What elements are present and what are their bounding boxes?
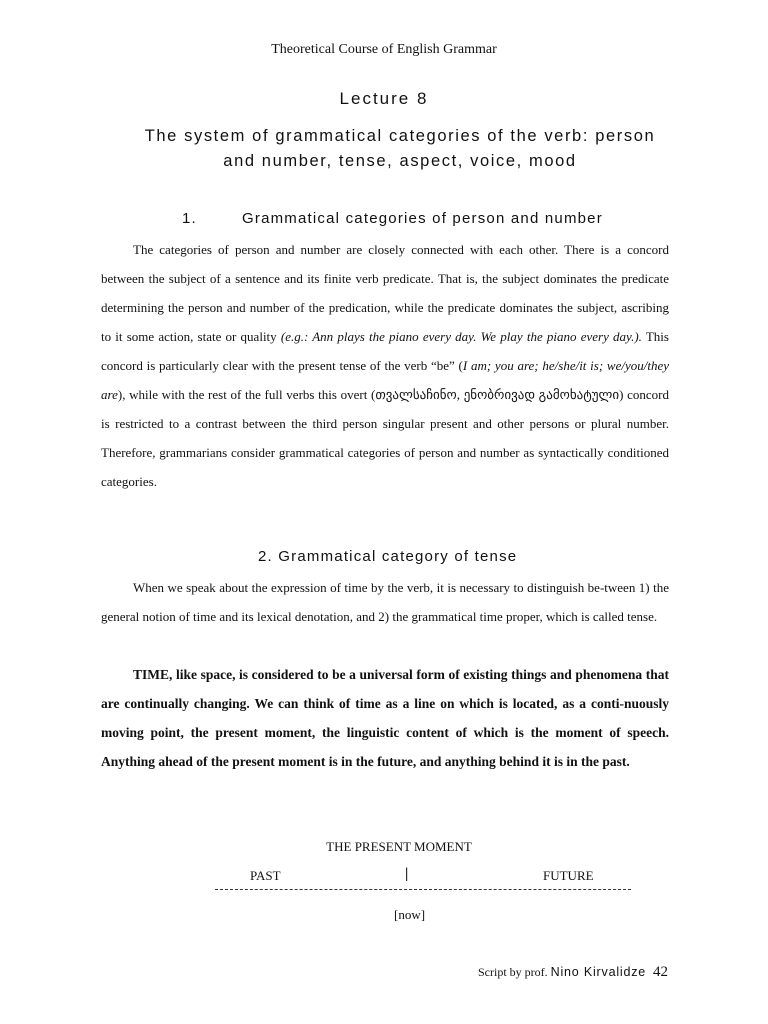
p1-text-b: This concord is particularly clear with the present tense of the verb “be” ( (101, 329, 669, 373)
p1-example: (e.g.: Ann plays the piano every day. We play the piano every day.). (280, 329, 642, 344)
diagram-past: PAST (250, 868, 281, 883)
footer-author: Nino Kirvalidze (550, 965, 647, 979)
p1-text-a: The categories of person and number are closely connected with each other. There is a concord between the subject of a sentence and its finite verb predicate. That is, the subject dominates the predicate determining the person and number of the predication, while the predicate dominates the subject, ascribing to it some action, state or quality (101, 242, 669, 344)
title-line-2: and number, tense, aspect, voice, mood (223, 152, 577, 170)
diagram-future: FUTURE (543, 868, 594, 883)
paragraph-time-expression: When we speak about the expression of time by the verb, it is necessary to distinguish be-tween 1) the general notion of time and its lexical denotation, and 2) the grammatical time proper, which is called tense. (101, 580, 669, 624)
section-2-heading: 2. Grammatical category of tense (258, 548, 518, 565)
section-1-heading-text: Grammatical categories of person and number (242, 210, 603, 227)
diagram-now: [now] (394, 907, 426, 922)
footer-script-by: Script by prof. (478, 965, 548, 979)
lecture-title (100, 124, 700, 174)
paragraph-time-definition: TIME, like space, is considered to be a universal form of existing things and phenomena that are continually changing. We can think of time as a line on which is located, as a conti-nuously moving point, the present moment, the linguistic content of which is the moment of speech. Anything ahead of the present moment is in the future, and anything behind it is in the past. (101, 667, 669, 769)
diagram-present-moment: THE PRESENT MOMENT (326, 839, 472, 854)
diagram-present-marker: | (405, 866, 409, 882)
page-footer (478, 964, 668, 981)
page-number: 42 (653, 964, 669, 980)
title-line-1: The system of grammatical categories of the verb: person (144, 127, 656, 145)
page-header: Theoretical Course of English Grammar (271, 42, 497, 57)
p1-text-c: ), while with the rest of the full verbs this overt (თვალსაჩინო, ენობრივად გამოხატული) concord is restricted to a contrast between the third person singular present and other persons or plural number. Therefore, grammarians consider grammatical categories of person and number as syntactically conditioned categories. (101, 387, 669, 489)
lecture-number: Lecture 8 (339, 89, 429, 108)
section-1-heading (0, 210, 768, 227)
section-1-number: 1. (182, 210, 197, 227)
paragraph-person-number (101, 235, 669, 496)
diagram-timeline (215, 889, 631, 890)
p1-example-2: I am; you are; he/she/it is; we/you/they are (101, 358, 670, 402)
